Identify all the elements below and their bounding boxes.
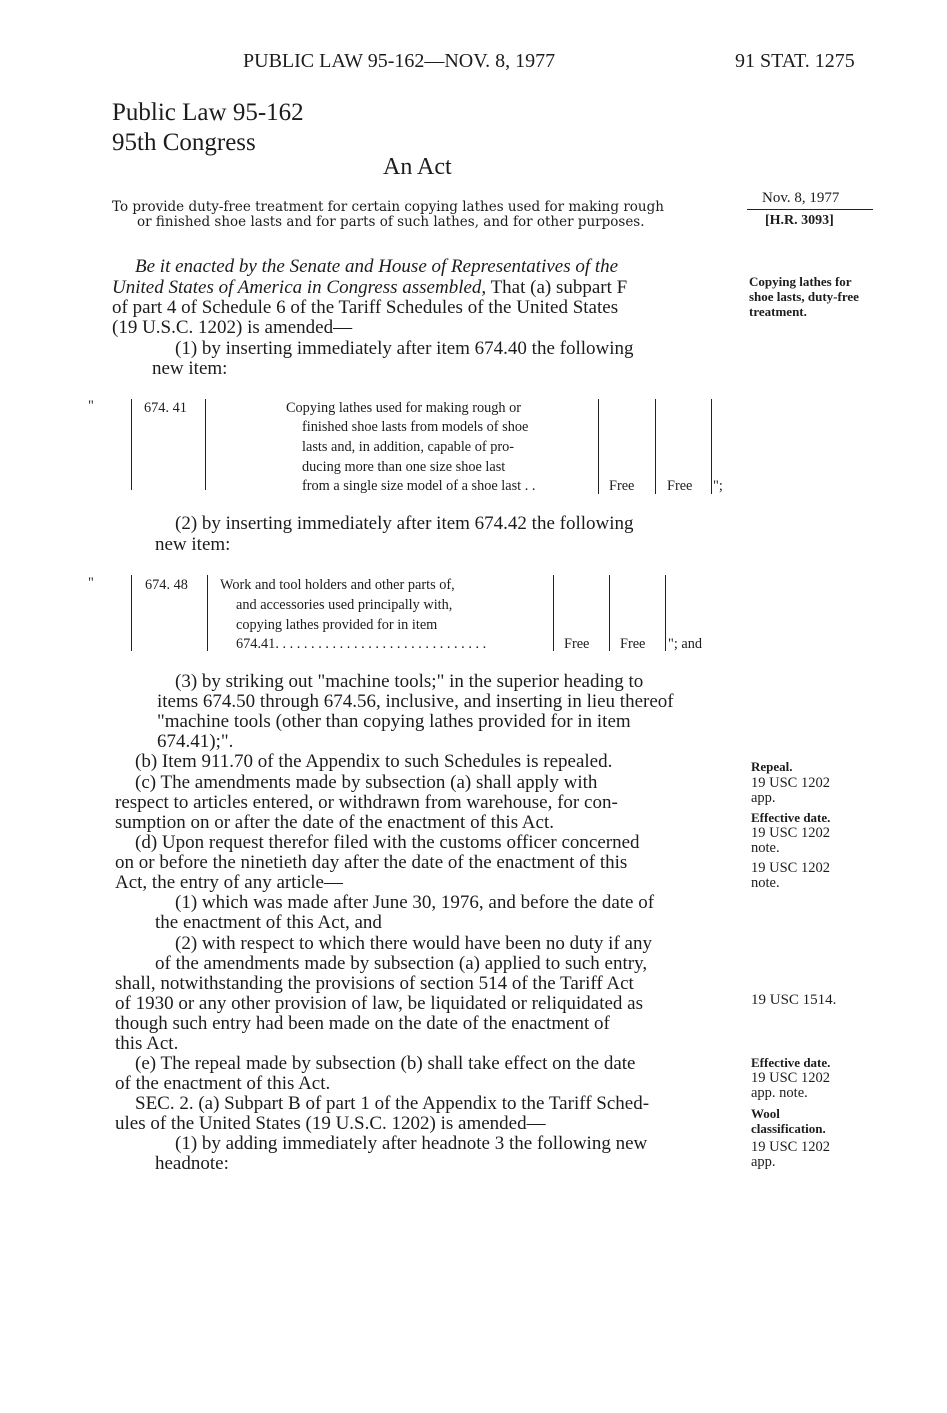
enacting-line-2-roman: That (a) subpart F <box>486 277 628 298</box>
table2-rule <box>553 575 554 651</box>
subsection-d-2: on or before the ninetieth day after the date of the enactment of this <box>115 852 628 873</box>
item1-desc-3: lasts and, in addition, capable of pro- <box>302 439 515 455</box>
running-title: PUBLIC LAW 95-162—NOV. 8, 1977 <box>243 50 556 72</box>
margin-cite-1514: 19 USC 1514. <box>751 992 837 1008</box>
enacting-line-4: (19 U.S.C. 1202) is amended— <box>112 317 353 338</box>
subsection-d-1: (d) Upon request therefor filed with the customs officer concerned <box>135 832 640 853</box>
margin-rule <box>747 209 873 210</box>
p3-line-2: items 674.50 through 674.56, inclusive, and inserting in lieu thereof <box>157 691 674 712</box>
congress: 95th Congress <box>112 129 256 156</box>
law-number: Public Law 95-162 <box>112 99 304 126</box>
enacting-line-2-italic: United States of America in Congress assembled, <box>112 277 487 298</box>
table1-rule <box>598 399 599 494</box>
subsection-e-2: of the enactment of this Act. <box>115 1073 331 1094</box>
item2-open-quote: " <box>88 575 94 591</box>
table2-rule <box>131 575 132 651</box>
item1-rate-2: Free <box>667 478 693 494</box>
item2-desc-3: copying lathes provided for in item <box>236 617 438 633</box>
item2-desc-4: 674.41. . . . . . . . . . . . . . . . . . . . . . . . . . . . . . <box>236 636 487 652</box>
table2-rule <box>609 575 610 651</box>
subsection-c-2: respect to articles entered, or withdrawn from warehouse, for con- <box>115 792 618 813</box>
table1-rule <box>131 399 132 490</box>
section-2-line-1: SEC. 2. (a) Subpart B of part 1 of the Appendix to the Tariff Sched- <box>135 1093 650 1114</box>
item2-rate-2: Free <box>620 636 646 652</box>
table1-rule <box>655 399 656 494</box>
margin-bill: [H.R. 3093] <box>765 213 834 228</box>
margin-date: Nov. 8, 1977 <box>762 190 840 206</box>
subsection-d-4: shall, notwithstanding the provisions of section 514 of the Tariff Act <box>115 973 634 994</box>
margin-repeal: Repeal. <box>751 759 793 774</box>
subsection-d2-2: of the amendments made by subsection (a) applied to such entry, <box>155 953 648 974</box>
subsection-c-3: sumption on or after the date of the enactment of this Act. <box>115 812 554 833</box>
item1-desc-1: Copying lathes used for making rough or <box>286 400 522 416</box>
item2-intro-2: new item: <box>155 534 231 555</box>
margin-cite-note: 19 USC 1202 note. <box>751 860 830 891</box>
enacting-line-2 <box>112 278 627 299</box>
subsection-c-1: (c) The amendments made by subsection (a) shall apply with <box>135 772 598 793</box>
p3-line-4: 674.41);". <box>157 731 234 752</box>
margin-effective-cite-1: 19 USC 1202 note. <box>751 825 830 856</box>
margin-wool-cite: 19 USC 1202 app. <box>751 1139 830 1170</box>
item2-intro-1: (2) by inserting immediately after item 674.42 the following <box>175 513 634 534</box>
item1-close: "; <box>713 478 723 494</box>
subsection-d-7: this Act. <box>115 1033 179 1054</box>
item1-desc-5: from a single size model of a shoe last . . <box>302 478 536 494</box>
margin-repeal-cite: 19 USC 1202 app. <box>751 775 830 806</box>
enacting-line-3: of part 4 of Schedule 6 of the Tariff Schedules of the United States <box>112 297 619 318</box>
section-2-item1-line-2: headnote: <box>155 1153 229 1174</box>
enacting-line-1: Be it enacted by the Senate and House of Representatives of the <box>135 256 619 277</box>
item1-open-quote: " <box>88 398 94 414</box>
p3-line-1: (3) by striking out "machine tools;" in the superior heading to <box>175 671 644 692</box>
margin-effective-date-1: Effective date. <box>751 810 831 825</box>
subsection-d1-2: the enactment of this Act, and <box>155 912 382 933</box>
purpose-line-2: or finished shoe lasts and for parts of such lathes, and for other purposes. <box>137 214 645 230</box>
section-2-line-2: ules of the United States (19 U.S.C. 1202) is amended— <box>115 1113 546 1134</box>
item2-number: 674. 48 <box>145 577 188 593</box>
subsection-d-6: though such entry had been made on the date of the enactment of <box>115 1013 610 1034</box>
item1-rate-1: Free <box>609 478 635 494</box>
subsection-d-3: Act, the entry of any article— <box>115 872 343 893</box>
table1-rule <box>711 399 712 494</box>
item2-desc-2: and accessories used principally with, <box>236 597 453 613</box>
item2-close: "; and <box>668 636 703 652</box>
p3-line-3: "machine tools (other than copying lathes provided for in item <box>157 711 631 732</box>
subsection-b: (b) Item 911.70 of the Appendix to such Schedules is repealed. <box>135 751 613 772</box>
table2-rule <box>207 575 208 651</box>
subsection-e-1: (e) The repeal made by subsection (b) shall take effect on the date <box>135 1053 636 1074</box>
subsection-d2-1: (2) with respect to which there would have been no duty if any <box>175 933 652 954</box>
margin-note-copying-lathes: Copying lathes for shoe lasts, duty-free treatment. <box>749 274 859 319</box>
item1-number: 674. 41 <box>144 400 187 416</box>
section-2-item1-line-1: (1) by adding immediately after headnote 3 the following new <box>175 1133 648 1154</box>
act-heading: An Act <box>383 154 452 180</box>
item1-desc-2: finished shoe lasts from models of shoe <box>302 419 529 435</box>
table2-rule <box>665 575 666 651</box>
item1-intro-2: new item: <box>152 358 228 379</box>
item2-desc-1: Work and tool holders and other parts of, <box>220 577 455 593</box>
item2-rate-1: Free <box>564 636 590 652</box>
margin-wool: Wool classification. <box>751 1106 826 1136</box>
margin-effective-date-2: Effective date. <box>751 1055 831 1070</box>
subsection-d-5: of 1930 or any other provision of law, be liquidated or reliquidated as <box>115 993 643 1014</box>
item1-intro-1: (1) by inserting immediately after item 674.40 the following <box>175 338 634 359</box>
item1-desc-4: ducing more than one size shoe last <box>302 459 506 475</box>
subsection-d1-1: (1) which was made after June 30, 1976, and before the date of <box>175 892 655 913</box>
purpose-line-1: To provide duty-free treatment for certain copying lathes used for making rough <box>112 199 664 215</box>
stat-citation: 91 STAT. 1275 <box>735 50 855 72</box>
table1-rule <box>205 399 206 490</box>
margin-effective-cite-2: 19 USC 1202 app. note. <box>751 1070 830 1101</box>
